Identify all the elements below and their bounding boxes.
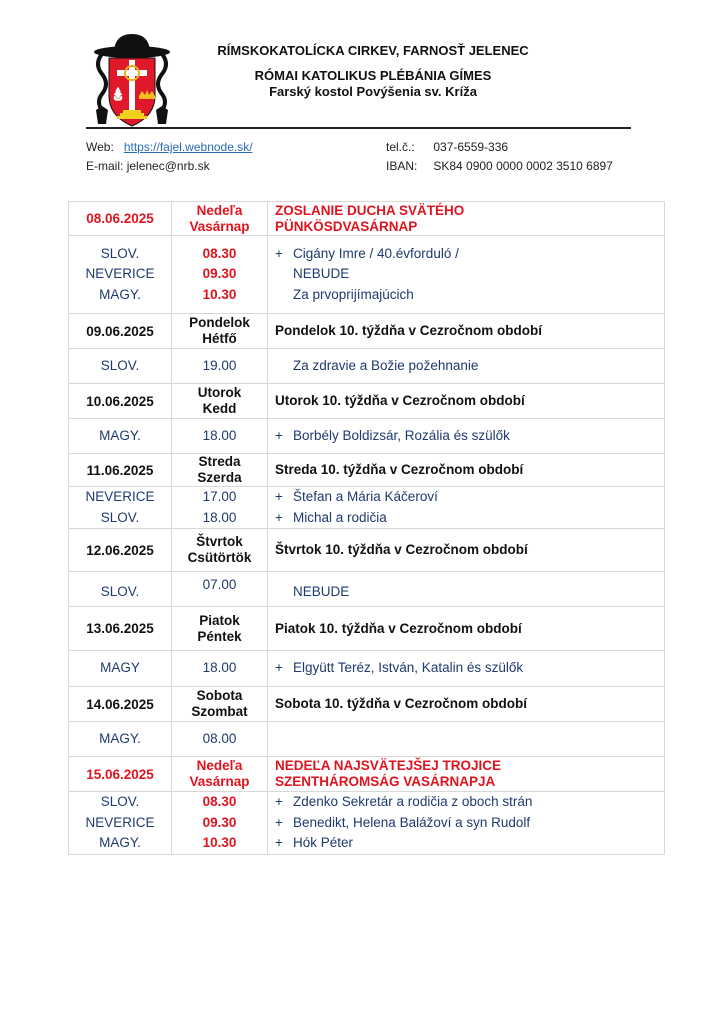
intention-cell xyxy=(268,236,665,314)
place-cell xyxy=(69,349,172,384)
date-cell xyxy=(69,454,172,487)
place-cell xyxy=(69,792,172,855)
day-header-row xyxy=(69,454,665,487)
weekday-cell xyxy=(172,687,268,722)
mass-intention xyxy=(275,813,664,834)
mass-place: SLOV. xyxy=(100,357,140,373)
weekday-cell xyxy=(172,384,268,419)
mass-place: SLOV. xyxy=(100,245,140,261)
mass-place: NEVERICE xyxy=(85,489,155,504)
mass-place: MAGY xyxy=(100,660,140,676)
date: 14.06.2025 xyxy=(86,696,154,712)
time-cell xyxy=(172,722,268,757)
mass-time: 09.30 xyxy=(202,266,237,282)
mass-time: 18.00 xyxy=(202,509,237,525)
mass-time: 17.00 xyxy=(202,489,237,504)
date: 13.06.2025 xyxy=(86,621,154,636)
place-cell xyxy=(69,572,172,607)
weekday-slovak: Utorok xyxy=(197,385,242,400)
liturgical-title: NEDEĽA NAJSVÄTEJŠEJ TROJICE xyxy=(275,758,502,773)
time-cell xyxy=(172,487,268,529)
mass-time: 19.00 xyxy=(202,357,237,373)
liturgical-title-cell xyxy=(268,607,665,651)
weekday-hungarian: Vasárnap xyxy=(189,218,250,234)
time-cell xyxy=(172,349,268,384)
mass-schedule-table xyxy=(68,201,665,855)
weekday-slovak: Štvrtok xyxy=(196,534,243,549)
mass-intention xyxy=(275,658,664,679)
mass-intention xyxy=(275,508,664,529)
mass-time: 18.00 xyxy=(202,660,237,676)
weekday-hungarian: Vasárnap xyxy=(189,774,250,789)
iban-label: IBAN: xyxy=(386,159,418,173)
parish-title-hungarian: RÓMAI KATOLIKUS PLÉBÁNIA GÍMES xyxy=(254,68,492,83)
liturgical-title: ZOSLANIE DUCHA SVÄTÉHO xyxy=(275,202,465,218)
mass-intention xyxy=(275,426,664,447)
time-cell xyxy=(172,651,268,687)
mass-row xyxy=(69,651,665,687)
intention-text: Hók Péter xyxy=(293,835,354,850)
intention-cell xyxy=(268,651,665,687)
mass-place: MAGY. xyxy=(99,730,141,746)
intention-text: NEBUDE xyxy=(293,266,350,282)
day-header-row xyxy=(69,202,665,236)
liturgical-title-cell xyxy=(268,202,665,236)
deceased-plus-mark: + xyxy=(275,835,283,850)
liturgical-title: Pondelok 10. týždňa v Cezročnom období xyxy=(275,323,543,338)
date-cell xyxy=(69,314,172,349)
mass-place: MAGY. xyxy=(99,835,141,850)
date-cell xyxy=(69,384,172,419)
intention-cell xyxy=(268,487,665,529)
place-cell xyxy=(69,487,172,529)
place-cell xyxy=(69,722,172,757)
liturgical-title: Utorok 10. týždňa v Cezročnom období xyxy=(275,393,525,408)
liturgical-title-cell xyxy=(268,314,665,349)
mass-place: SLOV. xyxy=(100,794,140,809)
weekday-cell xyxy=(172,454,268,487)
church-name: Farský kostol Povýšenia sv. Kríža xyxy=(269,84,477,99)
mass-row xyxy=(69,487,665,529)
mass-time: 08.30 xyxy=(202,245,237,261)
deceased-plus-mark: + xyxy=(275,814,283,830)
weekday-cell xyxy=(172,314,268,349)
place-cell xyxy=(69,419,172,454)
intention-text: Za zdravie a Božie požehnanie xyxy=(293,357,479,373)
phone-info xyxy=(386,140,508,154)
mass-row xyxy=(69,349,665,384)
mass-time: 09.30 xyxy=(202,814,237,830)
header-divider xyxy=(86,127,631,129)
phone-value: 037-6559-336 xyxy=(433,140,509,154)
deceased-plus-mark: + xyxy=(275,660,283,676)
date-cell xyxy=(69,687,172,722)
mass-row xyxy=(69,572,665,607)
mass-time: 18.00 xyxy=(202,427,237,443)
weekday-slovak: Pondelok xyxy=(189,315,250,330)
liturgical-title-hu: SZENTHÁROMSÁG VASÁRNAPJA xyxy=(275,774,496,789)
deceased-plus-mark: + xyxy=(275,427,283,443)
mass-intention xyxy=(275,285,664,306)
mass-place: SLOV. xyxy=(100,583,140,599)
intention-cell xyxy=(268,349,665,384)
intention-text: Elgyütt Teréz, István, Katalin és szülők xyxy=(293,660,524,676)
date: 10.06.2025 xyxy=(86,393,154,409)
time-cell xyxy=(172,572,268,607)
weekday-cell xyxy=(172,757,268,792)
iban-info xyxy=(386,159,613,173)
date: 15.06.2025 xyxy=(86,766,154,782)
weekday-cell xyxy=(172,607,268,651)
liturgical-title-cell xyxy=(268,384,665,419)
date: 08.06.2025 xyxy=(86,211,154,226)
mass-time: 08.00 xyxy=(202,730,237,746)
mass-intention xyxy=(275,729,664,750)
mass-time: 10.30 xyxy=(202,835,237,850)
parish-coat-of-arms-logo xyxy=(86,30,178,132)
weekday-hungarian: Szerda xyxy=(197,470,242,485)
deceased-plus-mark: + xyxy=(275,245,283,261)
weekday-slovak: Nedeľa xyxy=(196,202,243,218)
mass-intention xyxy=(275,487,664,508)
mass-row xyxy=(69,419,665,454)
liturgical-title-cell xyxy=(268,687,665,722)
weekday-cell xyxy=(172,529,268,572)
mass-intention xyxy=(275,582,664,603)
weekday-slovak: Nedeľa xyxy=(196,758,243,773)
parish-title-slovak: RÍMSKOKATOLÍCKA CIRKEV, FARNOSŤ JELENEC xyxy=(217,43,529,58)
mass-intention xyxy=(275,244,664,265)
mass-time: 07.00 xyxy=(202,577,237,592)
time-cell xyxy=(172,419,268,454)
place-cell xyxy=(69,236,172,314)
mass-intention xyxy=(275,264,664,285)
liturgical-title-cell xyxy=(268,757,665,792)
mass-place: MAGY. xyxy=(99,286,141,302)
deceased-plus-mark: + xyxy=(275,794,283,809)
intention-text: Za prvoprijímajúcich xyxy=(293,286,414,302)
mass-time: 10.30 xyxy=(202,286,237,302)
iban-value: SK84 0900 0000 0002 3510 6897 xyxy=(433,159,613,173)
day-header-row xyxy=(69,384,665,419)
weekday-slovak: Sobota xyxy=(196,688,243,703)
date-cell xyxy=(69,202,172,236)
intention-cell xyxy=(268,419,665,454)
email-label: E-mail: xyxy=(86,159,124,173)
date-cell xyxy=(69,529,172,572)
intention-text: Borbély Boldizsár, Rozália és szülők xyxy=(293,427,510,443)
mass-time: 08.30 xyxy=(202,794,237,809)
mass-place: SLOV. xyxy=(100,509,140,525)
mass-row xyxy=(69,236,665,314)
day-header-row xyxy=(69,607,665,651)
weekday-hungarian: Kedd xyxy=(202,401,237,416)
place-cell xyxy=(69,651,172,687)
liturgical-title-cell xyxy=(268,454,665,487)
liturgical-title: Štvrtok 10. týždňa v Cezročnom období xyxy=(275,542,528,557)
email-value: jelenec@nrb.sk xyxy=(126,159,210,173)
liturgical-title: Sobota 10. týždňa v Cezročnom období xyxy=(275,696,528,711)
intention-cell xyxy=(268,722,665,757)
weekday-hungarian: Szombat xyxy=(191,704,248,719)
mass-intention xyxy=(275,792,664,813)
email-info xyxy=(86,159,210,173)
mass-place: MAGY. xyxy=(99,427,141,443)
weekday-hungarian: Hétfő xyxy=(202,331,237,346)
deceased-plus-mark: + xyxy=(275,509,283,525)
intention-text: Zdenko Sekretár a rodičia z oboch strán xyxy=(293,794,533,809)
web-info xyxy=(86,140,253,154)
weekday-slovak: Streda xyxy=(198,454,241,469)
intention-text: NEBUDE xyxy=(293,583,350,599)
weekday-hungarian: Csütörtök xyxy=(187,550,252,565)
liturgical-title-hu: PÜNKÖSDVASÁRNAP xyxy=(275,218,418,234)
weekday-hungarian: Péntek xyxy=(197,628,242,644)
intention-cell xyxy=(268,572,665,607)
liturgical-title: Piatok 10. týždňa v Cezročnom období xyxy=(275,620,522,636)
liturgical-title-cell xyxy=(268,529,665,572)
date: 12.06.2025 xyxy=(86,542,154,558)
mass-place: NEVERICE xyxy=(85,814,155,830)
deceased-plus-mark: + xyxy=(275,489,283,504)
intention-text: Cigány Imre / 40.évforduló / xyxy=(293,245,459,261)
web-label: Web: xyxy=(86,140,114,154)
mass-intention xyxy=(275,833,664,854)
day-header-row xyxy=(69,687,665,722)
time-cell xyxy=(172,236,268,314)
day-header-row xyxy=(69,757,665,792)
intention-text: Michal a rodičia xyxy=(293,509,387,525)
web-link[interactable]: https://fajel.webnode.sk/ xyxy=(123,140,253,154)
day-header-row xyxy=(69,314,665,349)
mass-row xyxy=(69,792,665,855)
day-header-row xyxy=(69,529,665,572)
intention-text: Štefan a Mária Káčeroví xyxy=(293,489,438,504)
date: 09.06.2025 xyxy=(86,323,154,339)
intention-text: Benedikt, Helena Balážoví a syn Rudolf xyxy=(293,814,531,830)
time-cell xyxy=(172,792,268,855)
date-cell xyxy=(69,757,172,792)
mass-row xyxy=(69,722,665,757)
date-cell xyxy=(69,607,172,651)
intention-cell xyxy=(268,792,665,855)
date: 11.06.2025 xyxy=(86,462,154,478)
weekday-slovak: Piatok xyxy=(199,612,240,628)
phone-label: tel.č.: xyxy=(386,140,415,154)
liturgical-title: Streda 10. týždňa v Cezročnom období xyxy=(275,462,524,477)
mass-intention xyxy=(275,356,664,377)
mass-place: NEVERICE xyxy=(85,266,155,282)
weekday-cell xyxy=(172,202,268,236)
